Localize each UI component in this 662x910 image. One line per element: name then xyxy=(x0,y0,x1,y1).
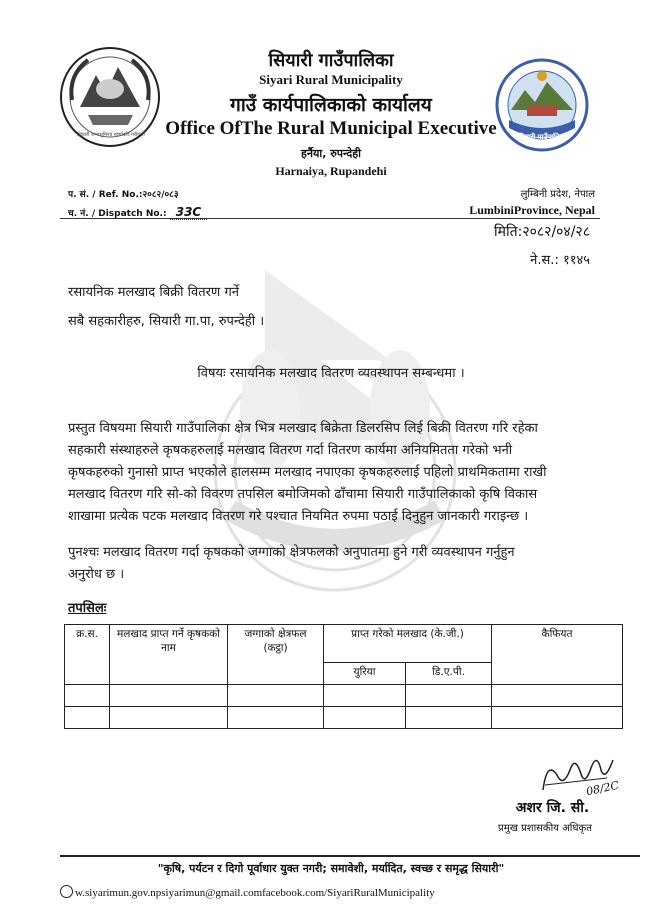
signatory-title: प्रमुख प्रशासकीय अधिकृत xyxy=(498,823,592,834)
signature-date: 08/2C xyxy=(585,778,621,799)
col-sn-header: क्र.स. xyxy=(65,625,110,685)
dispatch-label: च. नं. / Dispatch No.: xyxy=(68,209,167,219)
col-dap-header: डि.ए.पी. xyxy=(406,663,492,685)
contact-text: w.siyarimun.gov.npsiyarimun@gmail.comfacebook.com/SiyariRuralMunicipality xyxy=(75,887,435,899)
dispatch-value: 33C xyxy=(170,205,208,220)
col-remarks-header: कैफियत xyxy=(492,625,623,685)
header-divider xyxy=(60,218,600,219)
signatory-name: अशर जि. सी. xyxy=(515,800,590,816)
footer-divider xyxy=(60,855,640,857)
office-name-np: गाउँ कार्यपालिकाको कार्यालय xyxy=(230,94,432,116)
left-seal-caption: सियारी जन्मभूमिश्च स्वर्गादपि गरीयसी xyxy=(77,132,145,138)
municipality-name-en: Siyari Rural Municipality xyxy=(259,72,403,87)
letter-title-line: रसायनिक मलखाद बिक्री वितरण गर्ने xyxy=(68,285,239,300)
table-row xyxy=(65,707,623,729)
handwritten-signature xyxy=(535,740,620,805)
recipient: सबै सहकारीहरु, सियारी गा.पा, रुपन्देही । xyxy=(68,314,265,329)
tapsil-heading: तपसिलः xyxy=(68,601,107,616)
para-line: प्रस्तुत विषयमा सियारी गाउँपालिका क्षेत्र भित्र मलखाद बिक्रेता डिलरसिप लिई बिक्री वितरण गरि रहेका xyxy=(68,421,538,436)
right-seal-caption: सियारी गाउँपालिका xyxy=(518,132,567,141)
para-line: शाखामा प्रत्येक पटक मलखाद वितरण गरे पश्चात नियमित रुपमा पठाई दिनुहुन जानकारी गराइन्छ । xyxy=(68,509,529,524)
globe-icon xyxy=(60,885,73,898)
ref-line xyxy=(68,187,179,200)
province-en: LumbiniProvince, Nepal xyxy=(469,203,595,217)
footer-contact xyxy=(60,885,435,899)
ps-line: अनुरोध छ । xyxy=(68,567,125,582)
ref-label: प. सं. / Ref. No.: xyxy=(68,190,143,200)
col-urea-header: युरिया xyxy=(324,663,406,685)
para-line: कृषकहरुको गुनासो प्राप्त भएकोले हालसम्म मलखाद नपाएका कृषकहरुलाई पहिलो प्राथमिकतामा राखी xyxy=(68,465,547,480)
ps-line: पुनश्चः मलखाद वितरण गर्दा कृषकको जग्गाको क्षेत्रफलको अनुपातमा हुने गरी व्यवस्थापन गर्नुहुन xyxy=(68,545,515,560)
col-area-header: जग्गाको क्षेत्रफल (कट्ठा) xyxy=(228,625,324,685)
nepal-sambat: ने.स.: ११४५ xyxy=(530,253,590,268)
distribution-table xyxy=(64,624,623,729)
col-name-header: मलखाद प्राप्त गर्ने कृषकको नाम xyxy=(110,625,228,685)
postscript xyxy=(68,542,590,586)
footer-slogan: "कृषि, पर्यटन र दिगो पूर्वाधार युक्त नगरी; समावेशी, मर्यादित, स्वच्छ र समृद्ध सियारी" xyxy=(157,862,505,875)
place-np: हर्नैया, रुपन्देही xyxy=(301,147,361,160)
office-name-en: Office OfThe Rural Municipal Executive xyxy=(165,118,497,139)
ref-value: २०८२/०८३ xyxy=(142,190,179,200)
table-row xyxy=(65,685,623,707)
para-line: मलखाद वितरण गरि सो-को विवरण तपसिल बमोजिमको ढाँचामा सियारी गाउँपालिकाको कृषि विकास xyxy=(68,487,538,502)
province-np: लुम्बिनी प्रदेश, नेपाल xyxy=(520,189,595,200)
place-en: Harnaiya, Rupandehi xyxy=(275,164,387,178)
dispatch-line xyxy=(68,205,207,219)
main-paragraph xyxy=(68,418,590,528)
para-line: सहकारी संस्थाहरुले कृषकहरुलाई मलखाद वितरण गर्दा वितरण कार्यमा अनियमितता गरेको भनी xyxy=(68,443,513,458)
municipality-name-np: सियारी गाउँपालिका xyxy=(268,50,394,71)
letter-date: मिति:२०८२/०४/२८ xyxy=(494,224,590,240)
subject: विषयः रसायनिक मलखाद वितरण व्यवस्थापन सम्बन्धमा । xyxy=(197,366,465,381)
col-qty-header: प्राप्त गरेको मलखाद (के.जी.) xyxy=(324,625,492,663)
